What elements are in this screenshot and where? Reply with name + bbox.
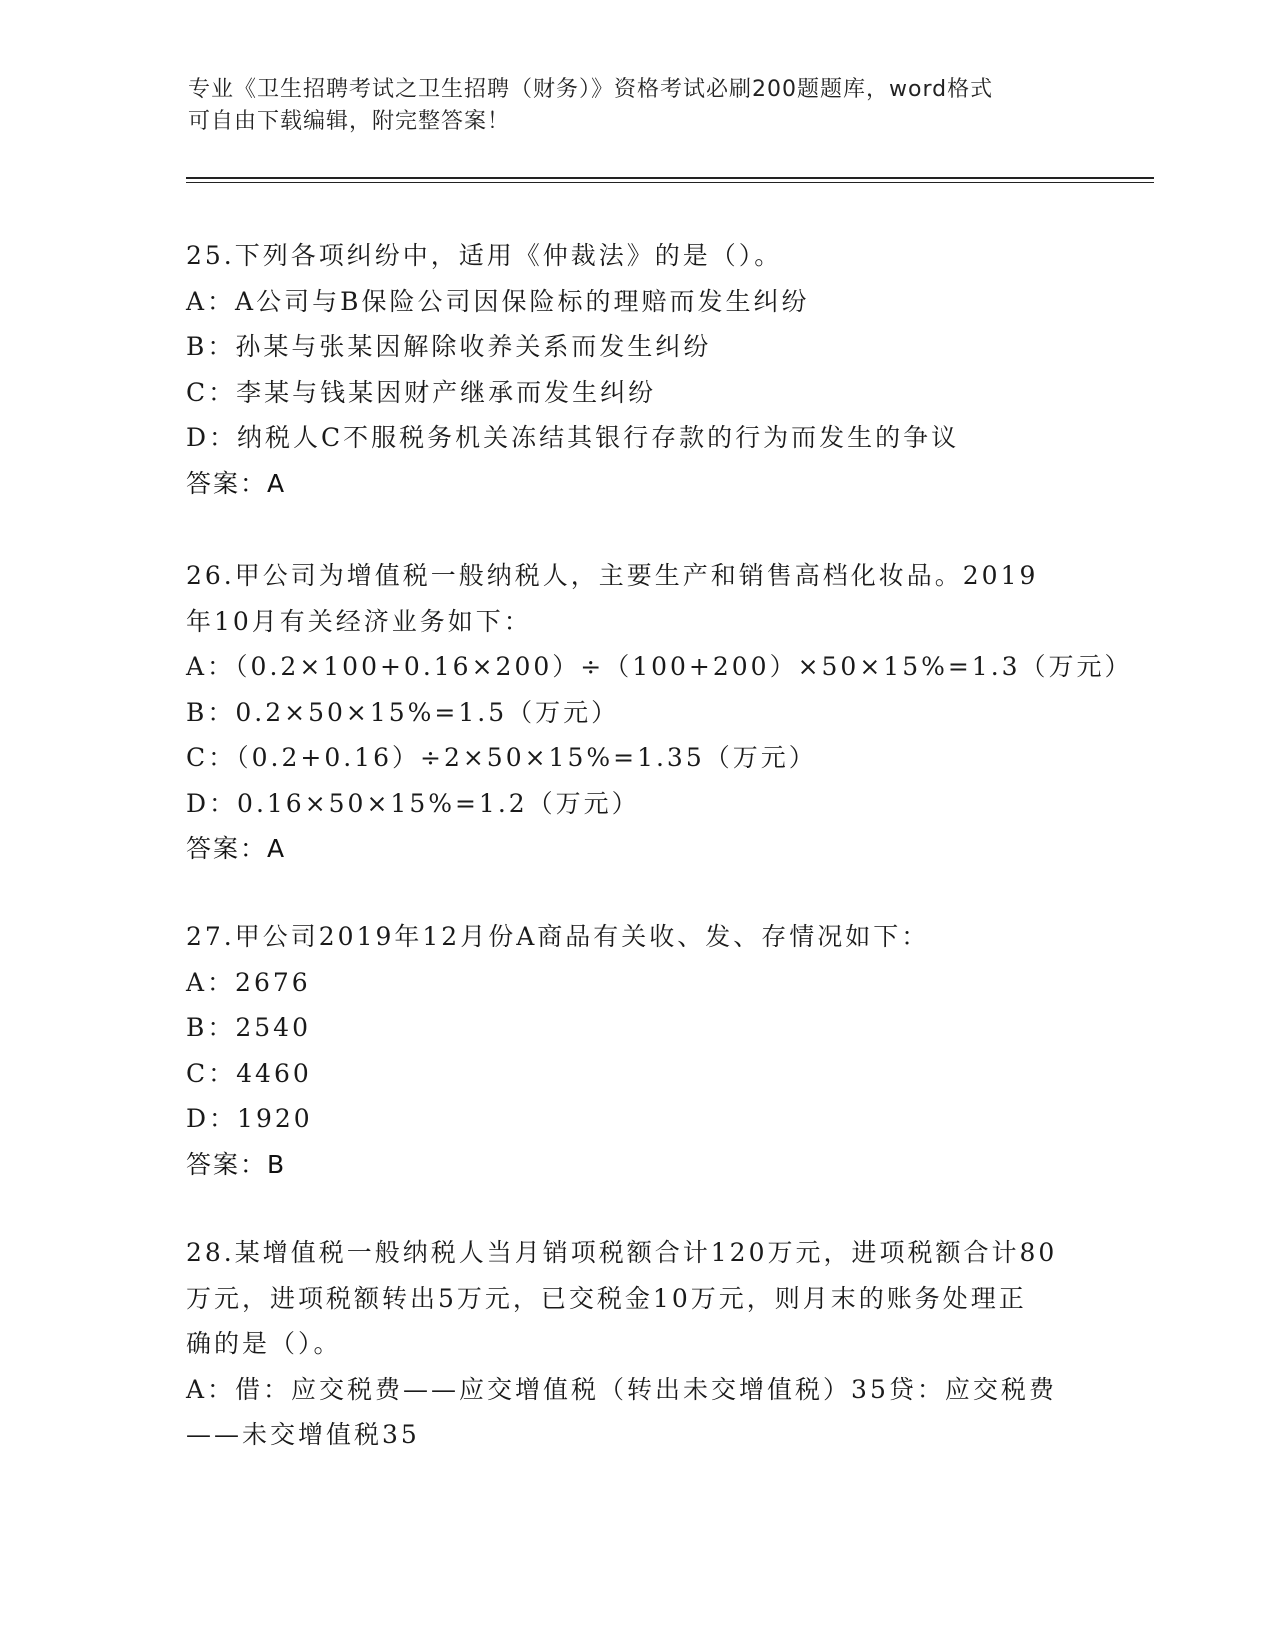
- question-stem: 28.某增值税一般纳税人当月销项税额合计120万元，进项税额合计80: [186, 1238, 1058, 1267]
- answer-label: 答案：A: [186, 468, 287, 498]
- option-a-continued: ——未交增值税35: [186, 1420, 420, 1449]
- option-d: D：0.16×50×15%=1.2（万元）: [186, 788, 640, 818]
- option-c: C：（0.2+0.16）÷2×50×15%=1.35（万元）: [186, 743, 817, 772]
- question-stem-continued: 确的是（）。: [186, 1329, 342, 1358]
- option-c: C：李某与钱某因财产继承而发生纠纷: [186, 377, 657, 407]
- question-26: [186, 553, 1133, 872]
- header-line-1: 专业《卫生招聘考试之卫生招聘（财务）》资格考试必刷200题题库，word格式: [188, 77, 994, 102]
- question-stem: 27.甲公司2019年12月份A商品有关收、发、存情况如下：: [186, 922, 930, 951]
- question-28: [186, 1230, 1086, 1458]
- question-25: [186, 233, 1086, 506]
- question-stem: 25.下列各项纠纷中，适用《仲裁法》的是（）。: [186, 241, 783, 270]
- question-stem-continued: 年10月有关经济业务如下：: [186, 606, 532, 636]
- header-divider-thick: [186, 177, 1154, 179]
- option-a: A：2676: [186, 967, 311, 997]
- option-b: B：2540: [186, 1013, 311, 1042]
- option-d: D：1920: [186, 1104, 313, 1133]
- header-line-2: 可自由下载编辑，附完整答案！: [188, 109, 511, 134]
- answer-label: 答案：B: [186, 1149, 287, 1179]
- option-a: A：借：应交税费——应交增值税（转出未交增值税）35贷：应交税费: [186, 1374, 1057, 1404]
- option-a: A：（0.2×100+0.16×200）÷（100+200）×50×15%=1.3（万元）: [186, 652, 1133, 681]
- question-27: [186, 914, 1086, 1187]
- document-header: [188, 74, 1068, 138]
- header-divider-thin: [186, 182, 1154, 183]
- answer-label: 答案：A: [186, 834, 287, 863]
- question-stem-continued: 万元，进项税额转出5万元，已交税金10万元，则月末的账务处理正: [186, 1283, 1027, 1313]
- option-c: C：4460: [186, 1058, 312, 1088]
- option-a: A：A公司与B保险公司因保险标的理赔而发生纠纷: [186, 286, 810, 316]
- option-b: B：0.2×50×15%=1.5（万元）: [186, 697, 620, 727]
- option-d: D：纳税人C不服税务机关冻结其银行存款的行为而发生的争议: [186, 423, 960, 452]
- question-stem: 26.甲公司为增值税一般纳税人，主要生产和销售高档化妆品。2019: [186, 561, 1039, 590]
- option-b: B：孙某与张某因解除收养关系而发生纠纷: [186, 332, 712, 361]
